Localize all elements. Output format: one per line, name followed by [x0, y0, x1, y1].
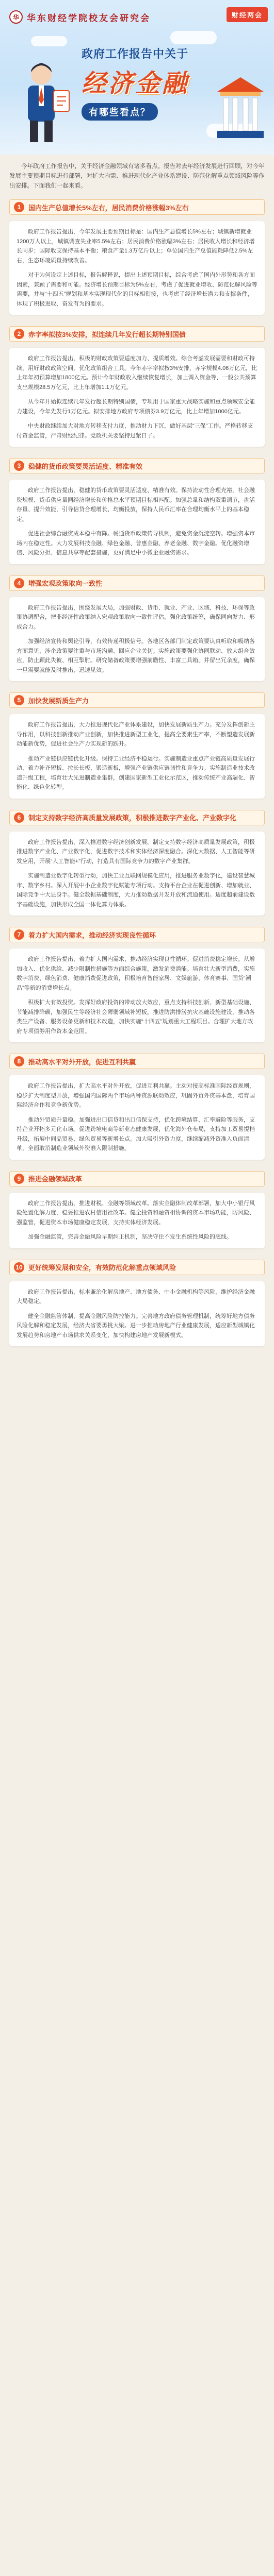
- section-title: 增强宏观政策取向一致性: [28, 580, 103, 587]
- section-card: [9, 1281, 265, 1347]
- section-7: [9, 927, 265, 1042]
- section-3: [9, 458, 265, 564]
- section-header: [9, 692, 265, 708]
- sections-list: [9, 199, 265, 1346]
- section-8: [9, 1054, 265, 1160]
- headline-block: [82, 45, 221, 121]
- section-paragraph: 实施制造业数字化转型行动，加快工业互联网规模化应用，推进服务业数字化，建设智慧城市、数字乡村。深入开展中小企业数字化赋能专项行动。支持平台企业在促进创新、增加就业、国际竞争中大显身手。健全数据基础制度，大力推动数据开发开放和流通使用。适度超前建设数字基础设施，加快形成全国一体化算力体系。: [17, 873, 255, 908]
- section-10: [9, 1260, 265, 1347]
- section-2: [9, 326, 265, 447]
- section-number-badge: 4: [14, 578, 24, 588]
- headline-line1: 政府工作报告中关于: [82, 47, 189, 60]
- section-number-badge: 2: [14, 329, 24, 339]
- section-number-badge: 6: [14, 812, 24, 823]
- section-title: 制定支持数字经济高质量发展政策，积极推进数字产业化、产业数字化: [28, 814, 237, 822]
- section-9: [9, 1171, 265, 1248]
- cloud-decoration: [31, 36, 67, 46]
- section-number-badge: 7: [14, 929, 24, 940]
- section-header: [9, 458, 265, 473]
- section-number-badge: 9: [14, 1174, 24, 1184]
- section-paragraph: 促进社会综合融资成本稳中有降。畅通货币政策传导机制，避免资金沉淀空转。增强资本市场内在稳定性。大力发展科技金融、绿色金融、普惠金融、养老金融、数字金融。优化融资增信、风险分担、信息共享等配套措施，更好满足中小微企业融资需求。: [17, 531, 255, 556]
- section-header: [9, 1054, 265, 1069]
- section-number-badge: 5: [14, 695, 24, 705]
- section-card: [9, 948, 265, 1042]
- section-number-badge: 1: [14, 202, 24, 212]
- section-title: 赤字率拟按3%安排，拟连续几年发行超长期特别国债: [28, 330, 186, 338]
- section-header: [9, 810, 265, 825]
- building-illustration: [217, 77, 264, 139]
- section-number-badge: 3: [14, 461, 24, 471]
- header-banner: [0, 0, 274, 155]
- section-number-badge: 10: [14, 1262, 24, 1273]
- section-paragraph: 政府工作报告提出，扩大高水平对外开放，促进互利共赢。主动对接高标准国际经贸规则，稳步扩大制度型开放，增强国内国际两个市场两种资源联动效应，巩固外贸外资基本盘，培育国际经济合作和竞争新优势。: [17, 1083, 255, 1108]
- section-4: [9, 575, 265, 682]
- section-paragraph: 政府工作报告提出，围绕发展大局，加强财政、货币、就业、产业、区域、科技、环保等政策协调配合，把非经济性政策纳入宏观政策取向一致性评估，强化政策统筹，确保同向发力、形成合力。: [17, 604, 255, 630]
- section-header: [9, 927, 265, 942]
- section-card: [9, 221, 265, 315]
- cloud-decoration: [170, 31, 217, 44]
- section-paragraph: 积极扩大有效投资。发挥好政府投资的带动放大效应，重点支持科技创新、新型基础设施、节能减排降碳，加强民生等经济社会薄弱领域补短板，推进防洪排涝抗灾基础设施建设，推动各类生产设备、服务设备更新和技术改造，加快实施“十四五”规划重大工程项目。合理扩大地方政府专项债券用作资本金范围。: [17, 999, 255, 1035]
- section-header: [9, 575, 265, 591]
- section-number-badge: 8: [14, 1056, 24, 1066]
- masthead: [9, 9, 151, 25]
- section-title: 加快发展新质生产力: [28, 697, 89, 705]
- headline-main: 经济金融: [82, 70, 189, 97]
- section-paragraph: 从今年开始拟连续几年发行超长期特别国债，专项用于国家重大战略实施和重点领域安全能力建设，今年先发行1万亿元。拟安排地方政府专项债券3.9万亿元，比上年增加1000亿元。: [17, 399, 255, 415]
- section-title: 着力扩大国内需求，推动经济实现良性循环: [28, 931, 156, 939]
- section-paragraph: 加强金融监管，完善金融风险早期纠正机制，坚决守住不发生系统性风险的底线。: [28, 1234, 232, 1240]
- section-title: 推进金融领域改革: [28, 1175, 83, 1183]
- section-card: [9, 480, 265, 564]
- section-paragraph: 政府工作报告提出，积极的财政政策要适度加力、提质增效。综合考虑发展需要和财政可持续，用好财政政策空间，优化政策组合工具。今年赤字率拟按3%安排，赤字规模4.06万亿元，比上年年初预算增加1800亿元。预计今年财政收入继续恢复增长，加上调入资金等，一般公共预算支出规模28.5万亿元，比上年增加1.1万亿元。: [17, 355, 257, 391]
- publisher-name: 华东财经学院校友会研究会: [27, 13, 151, 24]
- article-content: [0, 162, 274, 1346]
- section-title: 国内生产总值增长5%左右，居民消费价格涨幅3%左右: [28, 204, 189, 212]
- section-card: [9, 714, 265, 799]
- section-header: [9, 1171, 265, 1187]
- section-paragraph: 政府工作报告提出，着力扩大国内需求，推动经济实现良性循环。促进消费稳定增长。从增加收入、优化供给、减少限制性措施等方面综合施策，激发消费潜能。培育壮大新型消费，实施数字消费、绿色消费、健康消费促进政策，积极培育智能家居、文娱旅游、体育赛事、国货“潮品”等新的消费增长点。: [17, 956, 255, 991]
- presenter-illustration: [10, 57, 72, 144]
- headline-question: 有哪些看点？: [82, 103, 158, 121]
- section-paragraph: 政府工作报告提出，深入推进数字经济创新发展。制定支持数字经济高质量发展政策，积极推进数字产业化、产业数字化，促进数字技术和实体经济深度融合。深化大数据、人工智能等研发应用，开展“人工智能+”行动，打造具有国际竞争力的数字产业集群。: [17, 839, 255, 865]
- section-header: [9, 199, 265, 215]
- intro-paragraph: 今年政府工作报告中，关于经济金融领域有诸多看点。报告对去年经济发展进行回顾，对今年发展主要预期目标进行部署，对扩大内需、推进现代化产业体系建设、防范化解重点领域风险等作出安排。下面我们一起来看。: [9, 163, 265, 189]
- section-1: [9, 199, 265, 315]
- section-title: 推动高水平对外开放，促进互利共赢: [28, 1058, 136, 1066]
- section-paragraph: 政府工作报告提出，推进财税、金融等领域改革。落实金融体制改革部署，加大中小银行风险处置化解力度，稳妥推进农村信用社改革。健全投资和融资相协调的资本市场功能，防风险、强监管，促进资本市场健康稳定发展，支持实体经济发展。: [17, 1200, 255, 1226]
- section-6: [9, 810, 265, 916]
- section-header: [9, 326, 265, 342]
- section-paragraph: 政府工作报告提出，标本兼治化解房地产、地方债务、中小金融机构等风险，维护经济金融大局稳定。: [17, 1289, 255, 1304]
- section-paragraph: 推动外贸质升量稳。加强进出口信贷和出口信保支持，优化跨境结算、汇率避险等服务，支持企业开拓多元化市场。促进跨境电商等新业态健康发展，优化海外仓布局，支持加工贸易提档升级，拓展中间品贸易、绿色贸易等新增长点。加大吸引外资力度，继续缩减外资准入负面清单，全面取消制造业领域外资准入限制措施。: [17, 1116, 255, 1151]
- publisher-logo-icon: 华: [9, 10, 23, 24]
- section-paragraph: 政府工作报告提出，稳健的货币政策要灵活适度、精准有效。保持流动性合理充裕，社会融资规模、货币供应量同经济增长和价格总水平预期目标相匹配。加强总量和结构双重调节，盘活存量、提升效能，引导信贷合理增长、均衡投放，保持人民币汇率在合理均衡水平上的基本稳定。: [17, 487, 255, 522]
- section-paragraph: 加强经济宣传和舆论引导，有效传递积极信号。各地区各部门制定政策要认真听取和吸纳各方面意见，涉企政策要注重与市场沟通、回应企业关切。实施政策要强化协同联动、放大组合效应，防止顾此失彼、相互掣肘。研究储备政策要增强前瞻性、丰富工具箱，并留出冗余度，确保一旦需要就能及时推出、迅速见效。: [17, 638, 255, 673]
- section-title: 更好统筹发展和安全，有效防范化解重点领域风险: [28, 1264, 176, 1272]
- section-paragraph: 中央财政继续加大对地方转移支付力度，推动财力下沉，做好基层“三保”工作。严格转移支付资金监管，严肃财经纪律。党政机关要坚持过紧日子。: [17, 423, 253, 439]
- section-paragraph: 政府工作报告提出，大力推进现代化产业体系建设，加快发展新质生产力。充分发挥创新主导作用，以科技创新推动产业创新，加快推进新型工业化，提高全要素生产率，不断塑造发展新动能新优势，促进社会生产力实现新的跃升。: [17, 722, 255, 747]
- section-title: 稳健的货币政策要灵活适度、精准有效: [28, 462, 143, 470]
- section-card: [9, 597, 265, 682]
- section-card: [9, 348, 265, 447]
- section-paragraph: 健全金融监管体制，提高金融风险防控能力。完善地方政府债务管理机制，统筹好地方债务风险化解和稳定发展，经济大省要勇挑大梁。进一步推动房地产行业健康发展，适应新型城镇化发展趋势和房地产市场供求关系变化，加快构建房地产发展新模式。: [17, 1313, 255, 1338]
- section-paragraph: 对于为何设定上述目标，报告解释说，提出上述预期目标，综合考虑了国内外形势和各方面因素，兼顾了需要和可能。经济增长预期目标为5%左右，考虑了促进就业增收、防范化解风险等需要，并与“十四五”规划和基本实现现代化的目标相衔接，也考虑了经济增长潜力和支撑条件，体现了积极进取、奋发有为的要求。: [17, 272, 257, 307]
- section-header: [9, 1260, 265, 1275]
- section-paragraph: 政府工作报告提出，今年发展主要预期目标是：国内生产总值增长5%左右；城镇新增就业1200万人以上，城镇调查失业率5.5%左右；居民消费价格涨幅3%左右；居民收入增长和经济增长同步；国际收支保持基本平衡；粮食产量1.3万亿斤以上；单位国内生产总值能耗降低2.5%左右，生态环境质量持续改善。: [17, 229, 255, 264]
- section-card: [9, 1193, 265, 1248]
- topic-tag: 财经两会: [227, 7, 268, 22]
- section-card: [9, 832, 265, 916]
- section-card: [9, 1075, 265, 1160]
- section-5: [9, 692, 265, 799]
- section-paragraph: 推动产业链供应链优化升级。保持工业经济平稳运行。实施制造业重点产业链高质量发展行动，着力补齐短板、拉长长板、锻造新板，增强产业链供应链韧性和竞争力。实施制造业技术改造升级工程，培育壮大先进制造业集群，创建国家新型工业化示范区，推动传统产业高端化、智能化、绿色化转型。: [17, 755, 255, 790]
